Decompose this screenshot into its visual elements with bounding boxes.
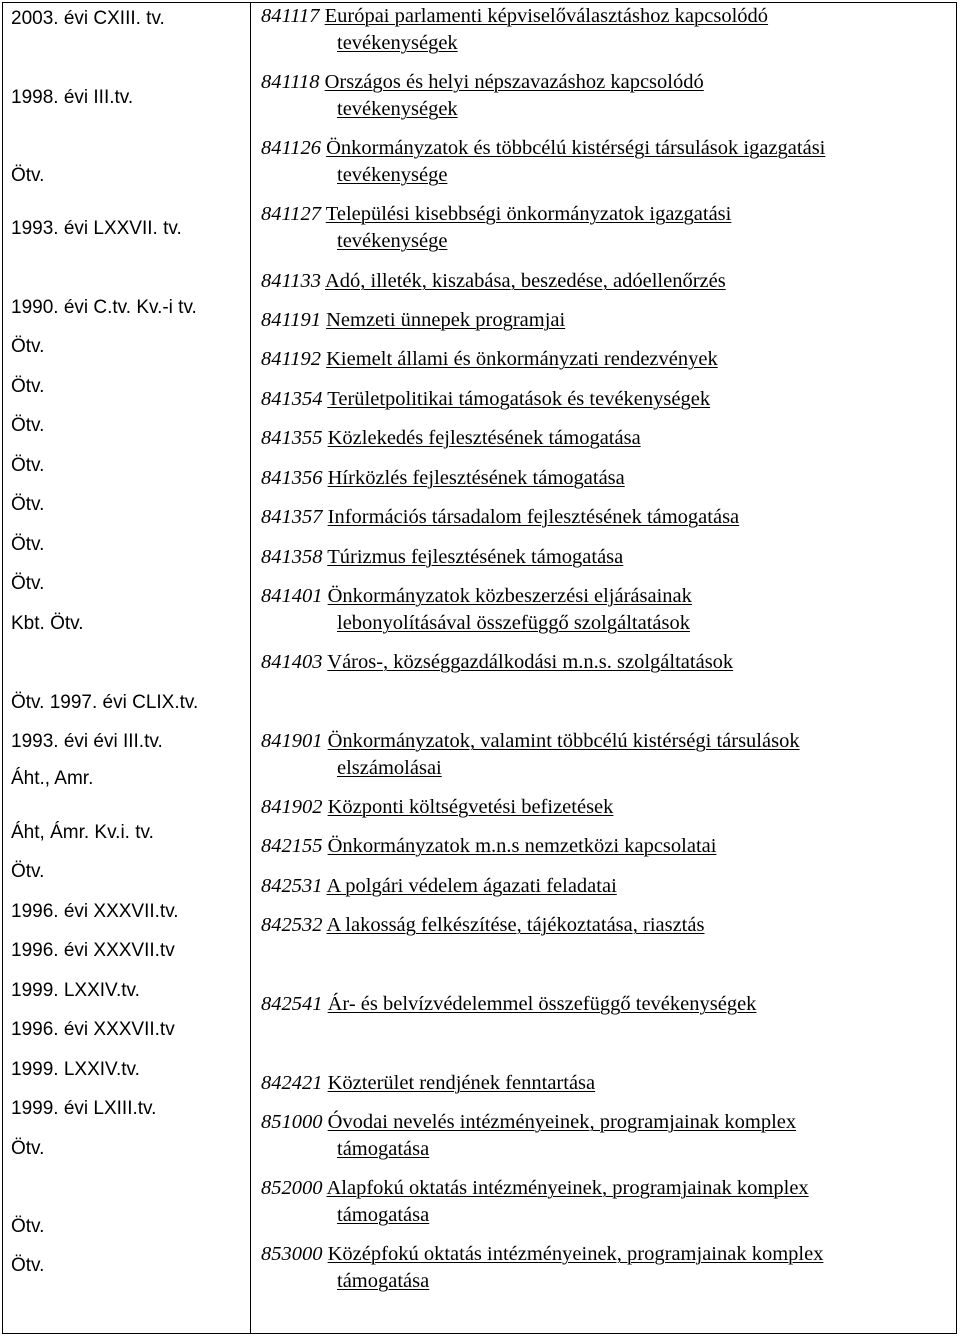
- legal-basis-item: Áht., Amr.: [11, 768, 94, 789]
- activity-code: 841117: [261, 5, 320, 27]
- activity-entry: [261, 465, 951, 492]
- legal-basis-item: Ötv.: [11, 573, 45, 594]
- activity-entry: [261, 1109, 951, 1163]
- activity-description: Középfokú oktatás intézményeinek, programjainak komplex: [327, 1243, 824, 1265]
- activity-code: 842532: [261, 914, 323, 936]
- legal-basis-item: 1999. LXXIV.tv.: [11, 1059, 140, 1080]
- activity-code: 841126: [261, 137, 321, 159]
- legal-basis-item: Ötv.: [11, 1216, 45, 1237]
- activity-entry: [261, 268, 951, 295]
- activity-code: 841192: [261, 348, 321, 370]
- legal-basis-item: Ötv.: [11, 534, 45, 555]
- activity-description: Ár- és belvízvédelemmel összefüggő tevékenységek: [327, 993, 757, 1015]
- legal-basis-item: 1999. LXXIV.tv.: [11, 980, 140, 1001]
- activity-description: A lakosság felkészítése, tájékoztatása, riasztás: [326, 914, 705, 936]
- activity-entry: [261, 346, 951, 373]
- activity-code: 852000: [261, 1177, 323, 1199]
- activity-code: 841356: [261, 467, 323, 489]
- legal-basis-item: 1996. évi XXXVII.tv: [11, 940, 175, 961]
- activity-code: 841127: [261, 203, 321, 225]
- legal-basis-item: Ötv. 1997. évi CLIX.tv.: [11, 692, 199, 713]
- activity-entry: [261, 69, 951, 123]
- activity-entry: [261, 544, 951, 571]
- legal-basis-item: Áht, Ámr. Kv.i. tv.: [11, 822, 154, 843]
- activity-entry: [261, 583, 951, 637]
- activity-code: 842421: [261, 1072, 323, 1094]
- activity-entry: [261, 1175, 951, 1229]
- activity-entry: [261, 991, 951, 1018]
- legal-basis-item: 1993. évi LXXVII. tv.: [11, 218, 182, 239]
- activity-description-continued: támogatása: [337, 1204, 430, 1226]
- activity-code: 841357: [261, 506, 323, 528]
- activity-description: Információs társadalom fejlesztésének támogatása: [327, 506, 740, 528]
- activity-description: Túrizmus fejlesztésének támogatása: [327, 546, 624, 568]
- activity-description: Hírközlés fejlesztésének támogatása: [327, 467, 625, 489]
- activity-description: Nemzeti ünnepek programjai: [326, 309, 566, 331]
- activity-code: 841401: [261, 585, 323, 607]
- activity-description: Települési kisebbségi önkormányzatok igazgatási: [325, 203, 732, 225]
- activity-entry: [261, 912, 951, 939]
- activity-code: 853000: [261, 1243, 323, 1265]
- legal-basis-item: Ötv.: [11, 415, 45, 436]
- activity-entry: [261, 1241, 951, 1295]
- activity-code: 842541: [261, 993, 323, 1015]
- activity-description: A polgári védelem ágazati feladatai: [326, 875, 617, 897]
- activity-code: 841403: [261, 651, 323, 673]
- activity-code: 841902: [261, 796, 323, 818]
- legal-basis-item: 1996. évi XXXVII.tv.: [11, 901, 179, 922]
- activity-code: 851000: [261, 1111, 323, 1133]
- activity-entry: [261, 386, 951, 413]
- activity-entry: [261, 873, 951, 900]
- activity-code: 841354: [261, 388, 323, 410]
- activity-entry: [261, 833, 951, 860]
- activity-entry: [261, 135, 951, 189]
- legal-basis-item: Kbt. Ötv.: [11, 613, 84, 634]
- activity-entry: [261, 794, 951, 821]
- legal-basis-item: 1993. évi évi III.tv.: [11, 731, 163, 752]
- activity-description: Alapfokú oktatás intézményeinek, programjainak komplex: [326, 1177, 809, 1199]
- activity-code: 841118: [261, 71, 320, 93]
- legal-basis-item: Ötv.: [11, 1138, 45, 1159]
- legal-basis-item: Ötv.: [11, 861, 45, 882]
- activity-description: Kiemelt állami és önkormányzati rendezvények: [326, 348, 718, 370]
- activity-description-continued: tevékenységek: [337, 32, 458, 54]
- activity-entry: [261, 307, 951, 334]
- activity-description-continued: tevékenysége: [337, 164, 448, 186]
- activity-code: 841133: [261, 270, 321, 292]
- legal-basis-item: 1990. évi C.tv. Kv.-i tv.: [11, 297, 197, 318]
- activity-code: 841358: [261, 546, 323, 568]
- activity-entry: [261, 728, 951, 782]
- activity-code: 841191: [261, 309, 321, 331]
- activity-description: Önkormányzatok közbeszerzési eljárásainak: [327, 585, 692, 607]
- activity-description-continued: elszámolásai: [337, 757, 442, 779]
- legal-basis-item: Ötv.: [11, 494, 45, 515]
- activity-code: 841901: [261, 730, 323, 752]
- legal-basis-item: Ötv.: [11, 1255, 45, 1276]
- legal-basis-item: Ötv.: [11, 165, 45, 186]
- activity-description-continued: tevékenysége: [337, 230, 448, 252]
- activity-description: Óvodai nevelés intézményeinek, programjainak komplex: [327, 1111, 797, 1133]
- activity-description: Önkormányzatok, valamint többcélú kistérségi társulások: [327, 730, 800, 752]
- activity-description-continued: tevékenységek: [337, 98, 458, 120]
- activity-description: Területpolitikai támogatások és tevékenységek: [327, 388, 711, 410]
- activity-entry: [261, 201, 951, 255]
- activity-code: 842531: [261, 875, 323, 897]
- activity-entry: [261, 649, 951, 676]
- legal-basis-item: Ötv.: [11, 336, 45, 357]
- legal-basis-item: 2003. évi CXIII. tv.: [11, 8, 165, 29]
- activity-description-continued: támogatása: [337, 1138, 430, 1160]
- legal-basis-item: Ötv.: [11, 455, 45, 476]
- activity-description: Központi költségvetési befizetések: [327, 796, 614, 818]
- activity-description-continued: támogatása: [337, 1270, 430, 1292]
- activity-description: Adó, illeték, kiszabása, beszedése, adóellenőrzés: [324, 270, 726, 292]
- activity-entry: [261, 3, 951, 57]
- activity-description: Országos és helyi népszavazáshoz kapcsolódó: [324, 71, 704, 93]
- activity-description: Európai parlamenti képviselőválasztáshoz kapcsolódó: [324, 5, 769, 27]
- activity-description: Város-, községgazdálkodási m.n.s. szolgáltatások: [327, 651, 734, 673]
- activity-description-continued: lebonyolításával összefüggő szolgáltatások: [337, 612, 690, 634]
- activity-entry: [261, 1070, 951, 1097]
- legal-basis-item: 1998. évi III.tv.: [11, 87, 134, 108]
- legal-basis-column: [0, 0, 250, 1337]
- activity-description: Önkormányzatok m.n.s nemzetközi kapcsolatai: [327, 835, 717, 857]
- legal-basis-item: 1996. évi XXXVII.tv: [11, 1019, 175, 1040]
- activity-description: Közlekedés fejlesztésének támogatása: [327, 427, 641, 449]
- activity-code: 841355: [261, 427, 323, 449]
- activity-entry: [261, 504, 951, 531]
- legal-basis-item: Ötv.: [11, 376, 45, 397]
- activity-description: Önkormányzatok és többcélú kistérségi társulások igazgatási: [326, 137, 826, 159]
- legal-basis-item: 1999. évi LXIII.tv.: [11, 1098, 157, 1119]
- activity-column: [251, 0, 956, 1337]
- activity-entry: [261, 425, 951, 452]
- activity-code: 842155: [261, 835, 323, 857]
- activity-description: Közterület rendjének fenntartása: [327, 1072, 596, 1094]
